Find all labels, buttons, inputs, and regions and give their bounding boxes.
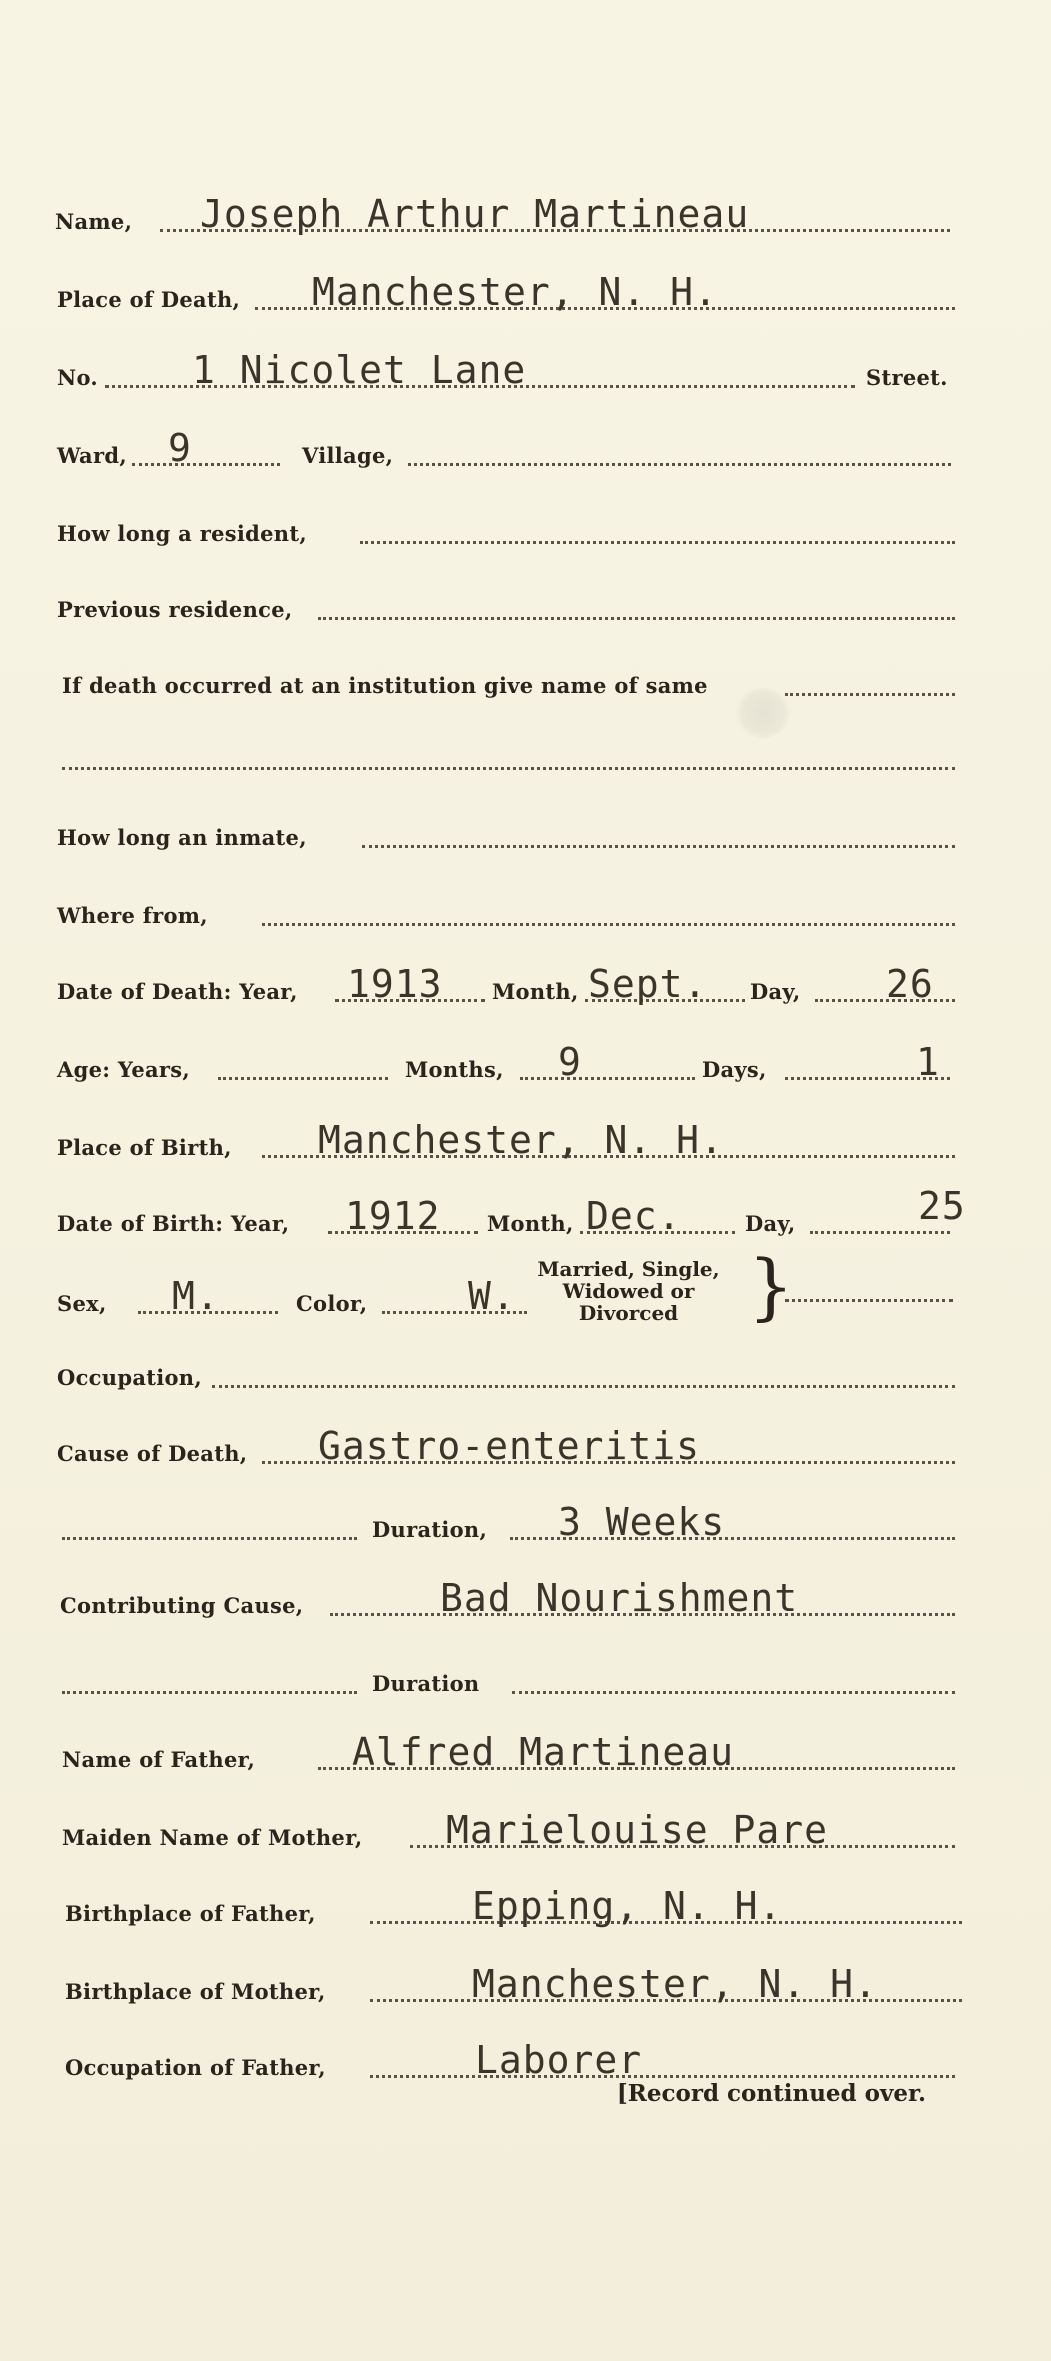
row-sex <box>0 1244 1051 1330</box>
father-birthplace-label: Birthplace of Father, <box>65 1901 316 1926</box>
row-occupation <box>0 1336 1051 1396</box>
father-occupation-dots <box>370 2075 955 2078</box>
duration-2-lead-dots <box>62 1691 357 1694</box>
place-of-death-label: Place of Death, <box>57 287 241 312</box>
age-months-value: 9 <box>558 1040 582 1084</box>
ward-value: 9 <box>168 426 192 470</box>
row-father-occupation <box>0 2026 1051 2086</box>
row-institution <box>0 644 1051 704</box>
duration-1-value: 3 Weeks <box>558 1500 726 1544</box>
previous-residence-label: Previous residence, <box>57 597 293 622</box>
father-occupation-label: Occupation of Father, <box>65 2055 326 2080</box>
village-dots <box>408 463 951 466</box>
contributing-cause-label: Contributing Cause, <box>60 1593 304 1618</box>
inmate-label: How long an inmate, <box>57 825 307 850</box>
father-name-label: Name of Father, <box>62 1747 256 1772</box>
date-of-birth-label: Date of Birth: Year, <box>57 1211 290 1236</box>
row-institution-cont <box>0 718 1051 778</box>
row-street <box>0 336 1051 396</box>
row-contributing-cause <box>0 1564 1051 1624</box>
marital-label-line-2: Widowed or <box>562 1279 695 1303</box>
resident-dots <box>360 541 955 544</box>
father-birthplace-value: Epping, N. H. <box>472 1884 783 1928</box>
row-duration-1 <box>0 1488 1051 1548</box>
date-of-death-label: Date of Death: Year, <box>57 979 298 1004</box>
street-no-label: No. <box>57 365 99 390</box>
name-label: Name, <box>55 209 133 234</box>
row-father-birthplace <box>0 1872 1051 1932</box>
record-continued-note: [Record continued over. <box>616 2080 926 2107</box>
death-month-label: Month, <box>492 979 579 1004</box>
marital-label-line-3: Divorced <box>578 1301 679 1325</box>
ward-dots <box>132 463 280 466</box>
contributing-cause-value: Bad Nourishment <box>440 1576 799 1620</box>
institution-label: If death occurred at an institution give name of same <box>62 673 708 698</box>
age-days-value: 1 <box>916 1040 940 1084</box>
row-father-name <box>0 1718 1051 1778</box>
where-from-dots <box>262 923 955 926</box>
duration-1-label: Duration, <box>372 1517 488 1542</box>
sex-label: Sex, <box>57 1291 107 1316</box>
previous-residence-dots <box>318 617 955 620</box>
father-name-value: Alfred Martineau <box>352 1730 735 1774</box>
death-day-value: 26 <box>886 962 934 1006</box>
row-age <box>0 1028 1051 1088</box>
occupation-dots <box>212 1385 955 1388</box>
ward-label: Ward, <box>57 443 127 468</box>
age-months-dots <box>520 1077 695 1080</box>
birth-month-value: Dec. <box>586 1194 682 1238</box>
marital-label-line-1: Married, Single, <box>537 1257 720 1281</box>
where-from-label: Where from, <box>57 903 208 928</box>
birth-day-value: 25 <box>918 1184 966 1228</box>
row-ward <box>0 414 1051 474</box>
color-value: W. <box>468 1274 516 1318</box>
street-label: Street. <box>866 365 948 390</box>
row-where-from <box>0 874 1051 934</box>
place-of-birth-value: Manchester, N. H. <box>318 1118 724 1162</box>
cause-of-death-label: Cause of Death, <box>57 1441 248 1466</box>
row-mother-birthplace <box>0 1950 1051 2010</box>
row-resident <box>0 492 1051 552</box>
occupation-label: Occupation, <box>57 1365 202 1390</box>
place-of-birth-label: Place of Birth, <box>57 1135 232 1160</box>
marital-label <box>516 1258 741 1324</box>
mother-maiden-label: Maiden Name of Mother, <box>62 1825 363 1850</box>
street-value: 1 Nicolet Lane <box>192 348 527 392</box>
row-place-of-death <box>0 258 1051 318</box>
mother-birthplace-value: Manchester, N. H. <box>472 1962 878 2006</box>
mother-maiden-value: Marielouise Pare <box>446 1808 829 1852</box>
name-value: Joseph Arthur Martineau <box>200 192 750 236</box>
age-years-dots <box>218 1077 388 1080</box>
death-month-value: Sept. <box>588 962 708 1006</box>
age-days-label: Days, <box>702 1057 767 1082</box>
row-previous-residence <box>0 568 1051 628</box>
row-place-of-birth <box>0 1106 1051 1166</box>
row-duration-2 <box>0 1642 1051 1702</box>
death-day-label: Day, <box>750 979 801 1004</box>
row-date-of-death <box>0 950 1051 1010</box>
marital-dots <box>785 1299 953 1302</box>
father-occupation-value: Laborer <box>475 2038 643 2082</box>
duration-2-dots <box>512 1691 955 1694</box>
row-inmate <box>0 796 1051 856</box>
inmate-dots <box>362 845 955 848</box>
institution-dots <box>785 693 955 696</box>
duration-1-lead-dots <box>62 1537 357 1540</box>
place-of-death-value: Manchester, N. H. <box>312 270 718 314</box>
resident-label: How long a resident, <box>57 521 307 546</box>
marital-brace: } <box>748 1244 794 1328</box>
institution-dots-2 <box>62 767 955 770</box>
row-name <box>0 180 1051 240</box>
age-years-label: Age: Years, <box>57 1057 191 1082</box>
age-months-label: Months, <box>405 1057 504 1082</box>
death-year-value: 1913 <box>347 962 443 1006</box>
mother-birthplace-label: Birthplace of Mother, <box>65 1979 326 2004</box>
death-day-dots <box>815 999 955 1002</box>
cause-of-death-value: Gastro-enteritis <box>318 1424 701 1468</box>
birth-year-value: 1912 <box>345 1194 441 1238</box>
row-cause-of-death <box>0 1412 1051 1472</box>
birth-month-label: Month, <box>487 1211 574 1236</box>
sex-value: M. <box>172 1274 220 1318</box>
birth-day-label: Day, <box>745 1211 796 1236</box>
duration-2-label: Duration <box>372 1671 480 1696</box>
row-date-of-birth <box>0 1182 1051 1242</box>
birth-day-dots <box>810 1231 950 1234</box>
row-mother-maiden <box>0 1796 1051 1856</box>
color-label: Color, <box>296 1291 368 1316</box>
village-label: Village, <box>302 443 394 468</box>
